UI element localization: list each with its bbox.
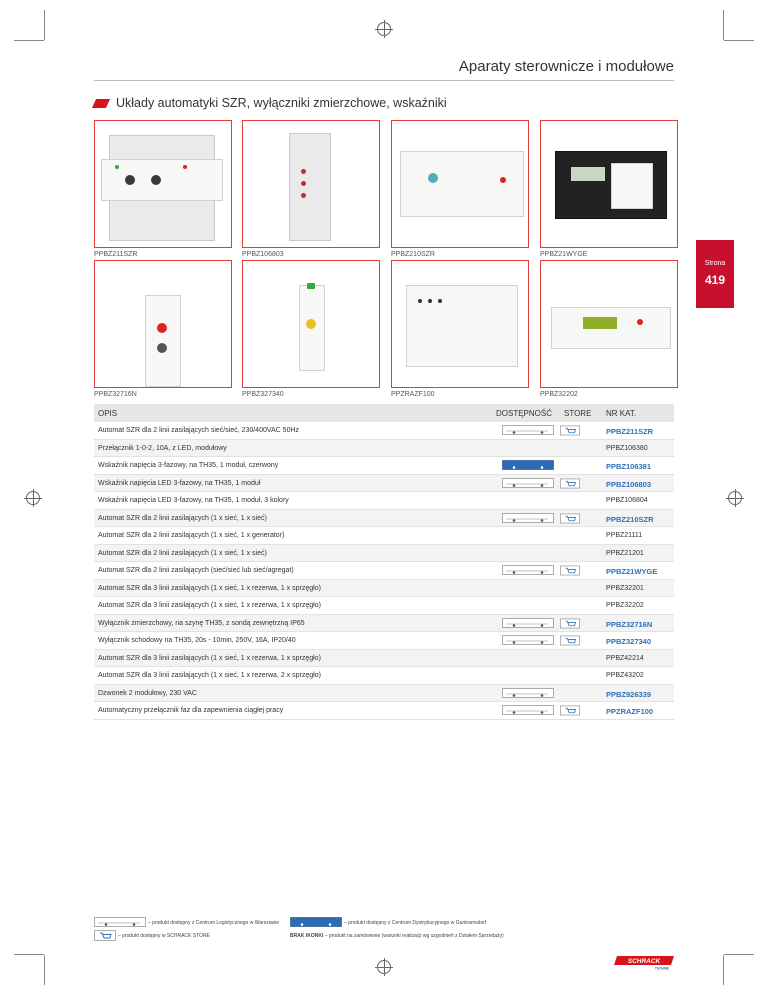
row-description: Dzwonek 2 modułowy, 230 VAC — [98, 689, 197, 697]
legend-no-icon-text: – produkt na zamówienie (warunki realizacji wg uzgodnień z Działem Sprzedaży) — [323, 933, 504, 939]
crop-mark — [44, 955, 45, 985]
crop-mark — [724, 954, 754, 955]
row-code[interactable]: PPBZ42214 — [606, 654, 644, 662]
product-table — [94, 404, 674, 720]
table-row — [94, 510, 674, 528]
row-description: Wskaźnik napięcia LED 3-fazowy, na TH35, 1 moduł — [98, 479, 261, 487]
crop-mark — [44, 10, 45, 40]
header-divider — [94, 80, 674, 81]
table-row — [94, 650, 674, 668]
registration-mark-icon — [377, 22, 391, 36]
registration-mark-icon — [728, 491, 742, 505]
product-image-ppbz32716n — [94, 260, 232, 388]
truck-warsaw-icon — [502, 478, 554, 488]
table-row — [94, 615, 674, 633]
row-description: Przełącznik 1-0-2, 10A, z LED, modułowy — [98, 444, 227, 452]
table-row — [94, 632, 674, 650]
row-description: Wyłącznik schodowy na TH35, 20s - 10min, 250V, 16A, IP20/40 — [98, 637, 296, 644]
legend-warsaw: – produkt dostępny z Centrum Logistycznego w Warszawie — [148, 920, 279, 926]
cart-store-icon — [560, 705, 580, 716]
logo-text: SCHRACK — [627, 958, 661, 965]
crop-mark — [14, 954, 44, 955]
row-code[interactable]: PPBZ21111 — [606, 532, 643, 539]
product-image-ppbz21wyge — [540, 120, 678, 248]
row-description: Automat SZR dla 2 linii zasilających (1 x sieć, 1 x generator) — [98, 532, 285, 539]
page-tab — [696, 240, 734, 308]
row-code[interactable]: PPBZ43202 — [606, 672, 644, 679]
table-row — [94, 667, 674, 685]
crop-mark — [14, 40, 44, 41]
row-description: Wskaźnik napięcia LED 3-fazowy, na TH35, 1 moduł, 3 kolory — [98, 497, 289, 504]
col-code: NR KAT. — [606, 409, 637, 418]
product-image-ppbz210szr — [391, 120, 529, 248]
product-code: PPZRAZF100 — [391, 391, 435, 398]
row-description: Automat SZR dla 3 linii zasilających (1 x sieć, 1 x rezerwa, 1 x sprzęgło) — [98, 584, 321, 592]
legend-guntramsdorf: – produkt dostępny z Centrum Dystrybucyjnego w Guntramsdorf — [344, 920, 487, 926]
row-code[interactable]: PPBZ21WYGE — [606, 567, 658, 576]
table-row — [94, 475, 674, 493]
product-image-ppbz211szr — [94, 120, 232, 248]
table-row — [94, 457, 674, 475]
row-code[interactable]: PPBZ211SZR — [606, 427, 654, 436]
product-code: PPBZ211SZR — [94, 251, 138, 258]
product-code: PPBZ32716N — [94, 391, 137, 398]
row-description: Wskaźnik napięcia 3-fazowy, na TH35, 1 moduł, czerwony — [98, 462, 279, 469]
product-image-ppbz106803 — [242, 120, 380, 248]
col-store: STORE — [564, 409, 592, 418]
cart-store-icon — [560, 513, 580, 524]
table-row — [94, 440, 674, 458]
product-code: PPBZ327340 — [242, 391, 284, 398]
row-code[interactable]: PPBZ106381 — [606, 462, 652, 471]
cart-store-icon — [94, 930, 116, 941]
cart-store-icon — [560, 618, 580, 629]
product-code: PPBZ106803 — [242, 251, 284, 258]
table-row — [94, 685, 674, 703]
row-code[interactable]: PPBZ106803 — [606, 479, 652, 489]
table-row — [94, 527, 674, 545]
row-description: Automat SZR dla 2 linii zasilających sieć/sieć, 230/400VAC 50Hz — [98, 427, 300, 434]
table-row — [94, 492, 674, 510]
crop-mark — [723, 10, 724, 40]
product-image-ppbz32202 — [540, 260, 678, 388]
row-code[interactable]: PPBZ32201 — [606, 584, 644, 592]
logo-sub: TECHNIK — [654, 966, 670, 970]
table-header — [94, 404, 674, 422]
cart-store-icon — [560, 478, 580, 489]
truck-warsaw-icon — [94, 917, 146, 927]
truck-guntramsdorf-icon — [502, 460, 554, 470]
row-description: Wyłącznik zmierzchowy, na szynę TH35, z sondą zewnętrzną IP65 — [98, 619, 305, 627]
registration-mark-icon — [377, 960, 391, 974]
col-desc: OPIS — [98, 409, 118, 418]
crop-mark — [724, 40, 754, 41]
truck-warsaw-icon — [502, 688, 554, 698]
col-avail: DOSTĘPNOŚĆ — [496, 409, 553, 418]
row-description: Automat SZR dla 3 linii zasilających (1 x sieć, 1 x rezerwa, 2 x sprzęgło) — [98, 672, 321, 679]
section-heading — [94, 96, 447, 110]
row-code[interactable]: PPBZ106804 — [606, 497, 648, 504]
page-number: 419 — [704, 273, 726, 287]
product-code: PPBZ32202 — [540, 391, 578, 398]
crop-mark — [723, 955, 724, 985]
cart-store-icon — [560, 425, 580, 436]
row-code[interactable]: PPBZ106380 — [606, 444, 648, 452]
section-flag-icon — [92, 99, 110, 108]
cart-store-icon — [560, 565, 580, 576]
table-row — [94, 580, 674, 598]
product-code: PPBZ21WYGE — [540, 251, 588, 258]
legend-no-icon-label: BRAK IKONKI — [290, 933, 324, 939]
row-code[interactable]: PPBZ210SZR — [606, 514, 654, 524]
page-title: Aparaty sterownicze i modułowe — [458, 58, 674, 75]
row-description: Automat SZR dla 2 linii zasilających (1 x sieć, 1 x sieć) — [98, 514, 267, 522]
truck-warsaw-icon — [502, 513, 554, 523]
truck-warsaw-icon — [502, 565, 554, 575]
product-image-ppzrazf100 — [391, 260, 529, 388]
truck-warsaw-icon — [502, 618, 554, 628]
schrack-logo — [614, 956, 674, 970]
row-description: Automat SZR dla 2 linii zasilających (sieć/sieć lub sieć/agregat) — [98, 567, 294, 574]
truck-guntramsdorf-icon — [290, 917, 342, 927]
product-code: PPBZ210SZR — [391, 251, 435, 258]
table-row — [94, 597, 674, 615]
row-code[interactable]: PPBZ327340 — [606, 637, 652, 646]
section-title: Układy automatyki SZR, wyłączniki zmierzchowe, wskaźniki — [116, 96, 447, 110]
row-description: Automat SZR dla 2 linii zasilających (1 x sieć, 1 x sieć) — [98, 549, 267, 557]
row-code[interactable]: PPZRAZF100 — [606, 707, 654, 716]
row-description: Automat SZR dla 3 linii zasilających (1 x sieć, 1 x rezerwa, 1 x sprzęgło) — [98, 602, 321, 609]
table-row — [94, 422, 674, 440]
row-code[interactable]: PPBZ926339 — [606, 689, 652, 699]
row-code[interactable]: PPBZ32202 — [606, 602, 644, 609]
table-row — [94, 562, 674, 580]
page-tab-label: Strona — [704, 260, 726, 267]
truck-warsaw-icon — [502, 705, 554, 715]
table-row — [94, 545, 674, 563]
registration-mark-icon — [26, 491, 40, 505]
truck-warsaw-icon — [502, 425, 554, 435]
row-description: Automatyczny przełącznik faz dla zapewnienia ciągłej pracy — [98, 707, 284, 714]
legend-no-icon — [290, 933, 504, 939]
cart-store-icon — [560, 635, 580, 646]
row-code[interactable]: PPBZ32716N — [606, 619, 653, 629]
truck-warsaw-icon — [502, 635, 554, 645]
row-code[interactable]: PPBZ21201 — [606, 549, 644, 557]
table-row — [94, 702, 674, 720]
legend-store: – produkt dostępny w SCHRACK STORE — [118, 933, 210, 939]
product-image-ppbz327340 — [242, 260, 380, 388]
row-description: Automat SZR dla 3 linii zasilających (1 x sieć, 1 x rezerwa, 1 x sprzęgło) — [98, 654, 321, 662]
